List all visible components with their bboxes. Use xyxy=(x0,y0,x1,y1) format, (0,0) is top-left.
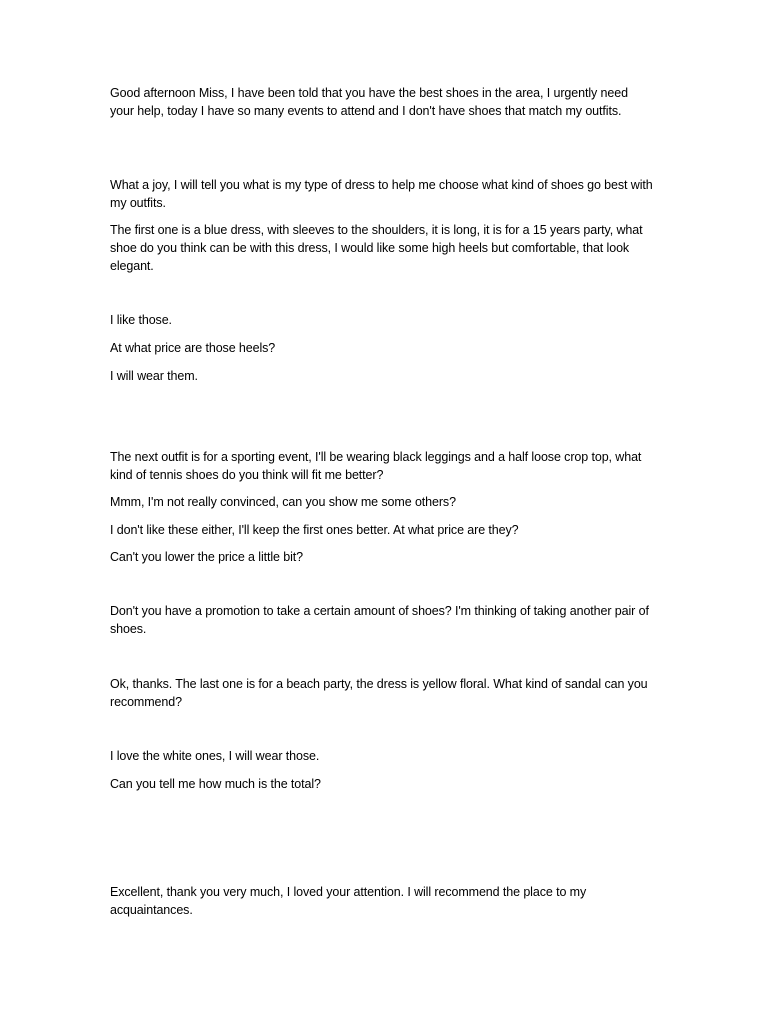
paragraph-first-ones: I don't like these either, I'll keep the first ones better. At what price are they? xyxy=(110,523,519,537)
paragraph-lower-price: Can't you lower the price a little bit? xyxy=(110,550,304,564)
paragraph-white-ones: I love the white ones, I will wear those. xyxy=(110,749,320,763)
paragraph-total: Can you tell me how much is the total? xyxy=(110,777,321,791)
paragraph-heels-price: At what price are those heels? xyxy=(110,341,276,355)
paragraph-beach-party: Ok, thanks. The last one is for a beach party, the dress is yellow floral. What kind of sandal can you recommend? xyxy=(110,677,648,709)
paragraph-wear-them: I will wear them. xyxy=(110,369,198,383)
paragraph-closing: Excellent, thank you very much, I loved your attention. I will recommend the place to my acquaintances. xyxy=(110,885,587,917)
paragraph-blue-dress: The first one is a blue dress, with sleeves to the shoulders, it is long, it is for a 15 years party, what shoe do you think can be with this dress, I would like some high heels but comfortable, that look elegant. xyxy=(110,223,643,273)
paragraph-dress-intro: What a joy, I will tell you what is my type of dress to help me choose what kind of shoes go best with my outfits. xyxy=(110,178,653,210)
paragraph-promotion: Don't you have a promotion to take a certain amount of shoes? I'm thinking of taking another pair of shoes. xyxy=(110,604,649,636)
paragraph-sporting-event: The next outfit is for a sporting event, I'll be wearing black leggings and a half loose crop top, what kind of tennis shoes do you think will fit me better? xyxy=(110,450,642,482)
paragraph-like-those: I like those. xyxy=(110,313,172,327)
paragraph-greeting: Good afternoon Miss, I have been told that you have the best shoes in the area, I urgently need your help, today I have so many events to attend and I don't have shoes that match my outfits. xyxy=(110,86,628,118)
paragraph-not-convinced: Mmm, I'm not really convinced, can you show me some others? xyxy=(110,495,456,509)
